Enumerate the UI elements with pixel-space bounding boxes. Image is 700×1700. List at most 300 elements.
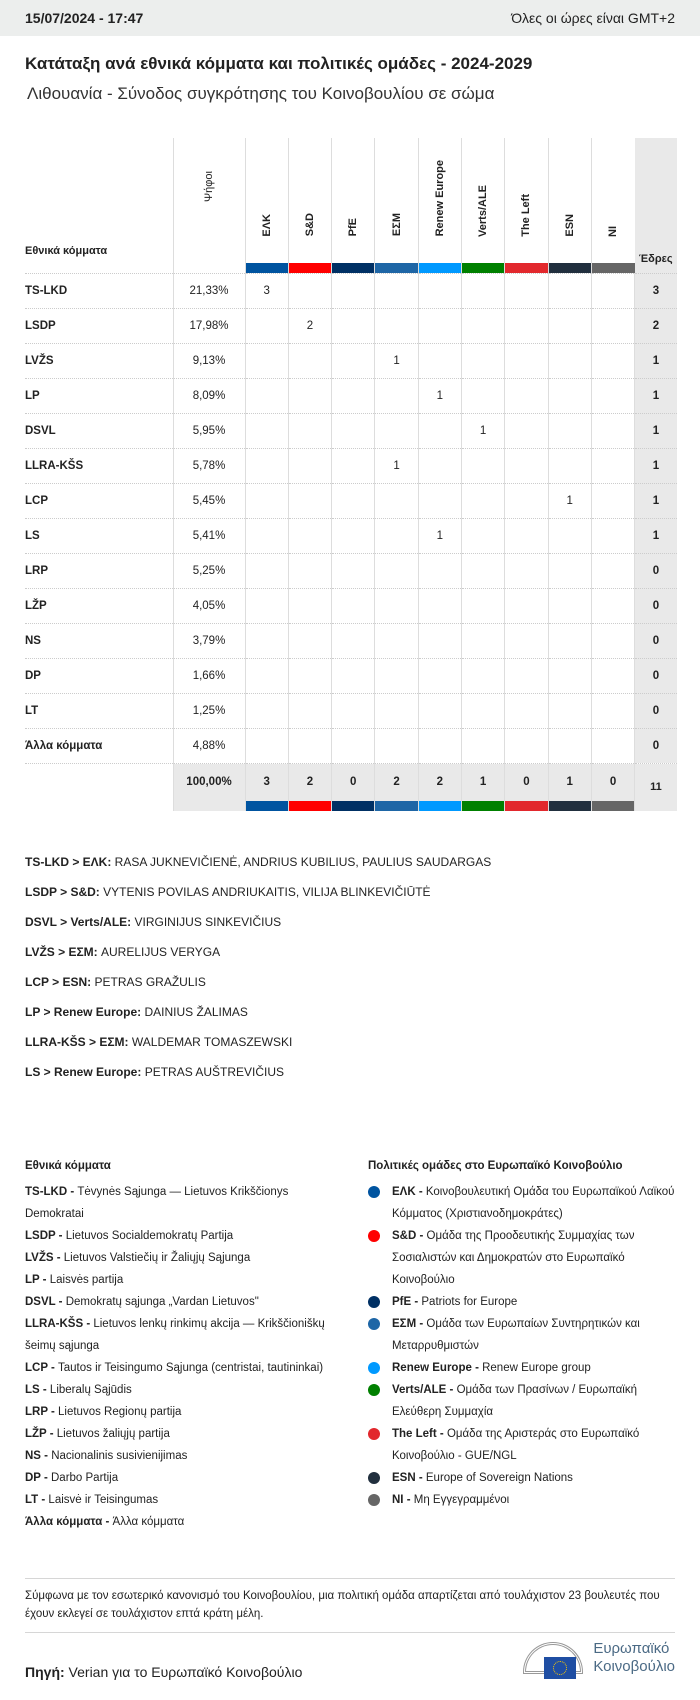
group-seat-cell <box>332 728 375 763</box>
group-seat-cell <box>332 623 375 658</box>
group-seat-cell <box>245 378 288 413</box>
votes-header <box>173 138 245 273</box>
group-seat-cell <box>591 623 634 658</box>
group-color-bar <box>332 801 374 811</box>
party-name: LT <box>25 693 173 728</box>
group-seat-cell <box>505 728 548 763</box>
assignment-key: TS-LKD > ΕΛΚ: <box>25 855 112 869</box>
group-seat-cell <box>245 308 288 343</box>
group-seat-cell <box>332 308 375 343</box>
group-abbr: ESN - <box>392 1472 426 1484</box>
table-row <box>25 518 677 553</box>
party-abbr: Άλλα κόμματα - <box>25 1516 113 1528</box>
group-seat-cell <box>332 553 375 588</box>
total-group-seats <box>548 763 591 811</box>
group-seat-cell <box>288 343 331 378</box>
group-seat-cell <box>245 343 288 378</box>
group-seat-cell <box>418 588 461 623</box>
group-seat-cell <box>245 518 288 553</box>
party-name: LRP <box>25 553 173 588</box>
assignment-key: LCP > ESN: <box>25 975 92 989</box>
total-group-value: 3 <box>263 775 270 788</box>
party-legend-item <box>25 1489 345 1511</box>
group-seat-cell <box>245 728 288 763</box>
seat-count: 1 <box>635 483 677 518</box>
group-seat-cell <box>288 378 331 413</box>
group-legend-item <box>368 1181 688 1225</box>
group-seat-cell <box>591 728 634 763</box>
assignment-names: DAINIUS ŽALIMAS <box>141 1005 248 1019</box>
group-seat-cell <box>591 343 634 378</box>
group-seat-cell <box>245 693 288 728</box>
group-seat-cell <box>548 518 591 553</box>
group-legend-item <box>368 1225 688 1291</box>
group-legend-text <box>392 1357 591 1379</box>
group-seat-cell <box>548 343 591 378</box>
group-seat-cell <box>288 693 331 728</box>
group-seat-cell <box>288 448 331 483</box>
group-seat-cell <box>245 483 288 518</box>
group-color-bar <box>549 263 591 273</box>
group-abbr: ΕΛΚ - <box>392 1186 426 1198</box>
group-seat-cell <box>548 588 591 623</box>
total-group-value: 2 <box>393 775 400 788</box>
group-seat-cell <box>375 308 418 343</box>
group-seat-cell <box>591 693 634 728</box>
party-abbr: LLRA-KŠS - <box>25 1318 94 1330</box>
total-row <box>25 763 677 811</box>
group-seat-cell <box>548 728 591 763</box>
assignment-names: WALDEMAR TOMASZEWSKI <box>128 1035 293 1049</box>
vote-share: 8,09% <box>173 378 245 413</box>
group-abbr: PfE - <box>392 1296 422 1308</box>
votes-header-label: Ψήφοι <box>203 171 215 203</box>
group-seat-cell <box>591 413 634 448</box>
group-color-bar <box>592 801 634 811</box>
assignment-key: LVŽS > ΕΣΜ: <box>25 945 98 959</box>
table-row <box>25 378 677 413</box>
group-seat-cell <box>332 273 375 308</box>
group-seat-cell <box>505 483 548 518</box>
group-seat-cell <box>288 273 331 308</box>
group-legend-item <box>368 1313 688 1357</box>
group-seat-cell <box>461 588 504 623</box>
group-seat-cell <box>375 483 418 518</box>
group-legend-text <box>392 1423 688 1467</box>
group-seat-cell <box>375 518 418 553</box>
assignment-names: AURELIJUS VERYGA <box>97 945 221 959</box>
total-votes: 100,00% <box>173 763 245 811</box>
assignment-key: LS > Renew Europe: <box>25 1065 142 1079</box>
group-header <box>245 138 288 273</box>
group-seat-cell <box>548 623 591 658</box>
assignment-item <box>25 972 491 1002</box>
group-header <box>591 138 634 273</box>
party-name: LŽP <box>25 588 173 623</box>
seat-count: 0 <box>635 623 677 658</box>
top-bar <box>0 0 700 36</box>
assignment-names: PETRAS AUŠTREVIČIUS <box>141 1065 285 1079</box>
group-legend-text <box>392 1291 517 1313</box>
party-abbr: LSDP - <box>25 1230 66 1242</box>
table-row <box>25 553 677 588</box>
group-seat-cell <box>332 693 375 728</box>
total-seats: 11 <box>635 763 677 811</box>
party-name: TS-LKD <box>25 273 173 308</box>
party-abbr: LVŽS - <box>25 1252 64 1264</box>
group-header-label: ΕΣΜ <box>390 213 403 237</box>
group-legend-text <box>392 1225 688 1291</box>
group-seat-cell <box>461 308 504 343</box>
group-full-name: Renew Europe group <box>482 1362 591 1374</box>
group-color-bar <box>246 801 288 811</box>
party-legend-item <box>25 1291 345 1313</box>
group-seat-cell <box>288 658 331 693</box>
group-seat-cell <box>418 658 461 693</box>
group-seat-cell <box>332 658 375 693</box>
group-color-dot-icon <box>368 1186 380 1198</box>
group-color-bar <box>505 801 547 811</box>
seat-count: 1 <box>635 413 677 448</box>
assignment-item <box>25 852 491 882</box>
table-row <box>25 588 677 623</box>
party-legend-item <box>25 1225 345 1247</box>
party-legend-item <box>25 1313 345 1357</box>
vote-share: 4,88% <box>173 728 245 763</box>
party-full-name: Lietuvos lenkų rinkimų akcija — Krikščioniškų šeimų sąjunga <box>25 1318 325 1352</box>
seat-count: 0 <box>635 728 677 763</box>
group-seat-cell <box>548 448 591 483</box>
assignment-item <box>25 912 491 942</box>
total-label-cell <box>25 763 173 811</box>
vote-share: 21,33% <box>173 273 245 308</box>
total-group-seats <box>245 763 288 811</box>
seat-count: 1 <box>635 378 677 413</box>
group-color-bar <box>332 263 374 273</box>
group-legend-text <box>392 1489 509 1511</box>
group-seat-cell: 1 <box>548 483 591 518</box>
group-seat-cell <box>375 273 418 308</box>
total-group-value: 0 <box>609 775 617 788</box>
group-seat-cell <box>245 448 288 483</box>
party-name: LP <box>25 378 173 413</box>
group-color-dot-icon <box>368 1318 380 1330</box>
group-seat-cell <box>332 518 375 553</box>
group-seat-cell <box>375 588 418 623</box>
group-seat-cell <box>375 693 418 728</box>
group-seat-cell <box>245 588 288 623</box>
group-color-bar <box>549 801 591 811</box>
eu-flag-icon <box>544 1657 576 1679</box>
total-group-value: 0 <box>350 775 357 788</box>
logo-line1: Ευρωπαϊκό <box>593 1640 670 1657</box>
party-full-name: Lietuvos žaliųjų partija <box>56 1428 170 1440</box>
assignment-names: RASA JUKNEVIČIENĖ, ANDRIUS KUBILIUS, PAULIUS SAUDARGAS <box>111 855 492 869</box>
total-group-seats <box>332 763 375 811</box>
group-legend <box>368 1155 688 1511</box>
group-abbr: The Left - <box>392 1428 447 1440</box>
seat-count: 2 <box>635 308 677 343</box>
group-seat-cell <box>418 273 461 308</box>
group-abbr: Renew Europe - <box>392 1362 483 1374</box>
group-seat-cell <box>461 343 504 378</box>
page-subtitle: Λιθουανία - Σύνοδος συγκρότησης του Κοινοβουλίου σε σώμα <box>27 84 495 103</box>
seat-count: 3 <box>635 273 677 308</box>
party-full-name: Laisvės partija <box>49 1274 124 1286</box>
group-seat-cell <box>375 728 418 763</box>
group-color-bar <box>289 263 331 273</box>
assignment-item <box>25 1002 491 1032</box>
group-color-bar <box>592 263 635 273</box>
group-seat-cell <box>288 588 331 623</box>
group-header-label: S&D <box>303 213 316 237</box>
group-full-name: Ομάδα της Αριστεράς στο Ευρωπαϊκό Κοινοβούλιο - GUE/NGL <box>392 1428 640 1462</box>
group-header <box>461 138 504 273</box>
table-row <box>25 273 677 308</box>
group-color-bar <box>419 801 461 811</box>
group-seat-cell <box>375 623 418 658</box>
total-group-value: 2 <box>306 775 314 788</box>
party-name: LCP <box>25 483 173 518</box>
party-name: Άλλα κόμματα <box>25 728 173 763</box>
assignment-key: DSVL > Verts/ALE: <box>25 915 132 929</box>
total-group-seats <box>418 763 461 811</box>
group-seat-cell <box>591 448 634 483</box>
party-abbr: DP - <box>25 1472 51 1484</box>
group-header <box>505 138 548 273</box>
group-color-dot-icon <box>368 1230 380 1242</box>
group-legend-item <box>368 1291 688 1313</box>
party-header: Εθνικά κόμματα <box>25 244 108 257</box>
group-legend-text <box>392 1181 688 1225</box>
group-header-label: Verts/ALE <box>477 184 490 237</box>
seat-count: 1 <box>635 518 677 553</box>
group-header-label: Renew Europe <box>433 160 446 237</box>
group-seat-cell <box>418 693 461 728</box>
group-color-bar <box>505 263 547 273</box>
assignment-key: LSDP > S&D: <box>25 885 100 899</box>
party-name: LSDP <box>25 308 173 343</box>
group-seat-cell: 1 <box>375 343 418 378</box>
group-seat-cell <box>505 553 548 588</box>
group-seat-cell <box>591 273 634 308</box>
group-header-label: The Left <box>520 193 533 237</box>
total-group-seats <box>288 763 331 811</box>
group-legend-item <box>368 1357 688 1379</box>
party-legend-item <box>25 1511 345 1533</box>
table-row <box>25 623 677 658</box>
group-seat-cell <box>505 448 548 483</box>
group-seat-cell <box>418 623 461 658</box>
vote-share: 5,78% <box>173 448 245 483</box>
group-seat-cell <box>418 728 461 763</box>
party-abbr: LS - <box>25 1384 50 1396</box>
party-full-name: Lietuvos Socialdemokratų Partija <box>65 1230 234 1242</box>
group-color-dot-icon <box>368 1296 380 1308</box>
group-seat-cell <box>375 553 418 588</box>
group-seat-cell <box>375 658 418 693</box>
vote-share: 17,98% <box>173 308 245 343</box>
group-color-bar <box>375 263 417 273</box>
page-title: Κατάταξη ανά εθνικά κόμματα και πολιτικές ομάδες - 2024-2029 <box>25 54 533 73</box>
group-full-name: Patriots for Europe <box>421 1296 518 1308</box>
group-seat-cell: 1 <box>375 448 418 483</box>
group-seat-cell <box>288 518 331 553</box>
group-seat-cell: 1 <box>461 413 504 448</box>
group-seat-cell <box>505 413 548 448</box>
group-header <box>332 138 375 273</box>
party-legend-item <box>25 1423 345 1445</box>
party-legend <box>25 1155 345 1533</box>
group-seat-cell <box>461 378 504 413</box>
logo-line2: Κοινοβούλιο <box>593 1658 675 1675</box>
group-seat-cell <box>505 343 548 378</box>
group-seat-cell <box>505 518 548 553</box>
party-full-name: Άλλα κόμματα <box>112 1516 185 1528</box>
party-legend-item <box>25 1247 345 1269</box>
group-seat-cell <box>548 553 591 588</box>
timezone-note: Όλες οι ώρες είναι GMT+2 <box>511 10 675 26</box>
group-seat-cell <box>461 273 504 308</box>
seats-header: Έδρες <box>635 138 677 273</box>
assignment-item <box>25 882 491 912</box>
group-seat-cell <box>418 448 461 483</box>
group-legend-text <box>392 1379 688 1423</box>
vote-share: 4,05% <box>173 588 245 623</box>
group-seat-cell <box>375 413 418 448</box>
group-color-bar <box>246 263 288 273</box>
group-legend-text <box>392 1467 573 1489</box>
party-full-name: Lietuvos Valstiečių ir Žaliųjų Sąjunga <box>63 1252 251 1264</box>
vote-share: 3,79% <box>173 623 245 658</box>
group-color-bar <box>419 263 461 273</box>
table-row <box>25 658 677 693</box>
assignment-key: LP > Renew Europe: <box>25 1005 142 1019</box>
total-group-seats <box>461 763 504 811</box>
group-seat-cell <box>461 658 504 693</box>
vote-share: 1,66% <box>173 658 245 693</box>
group-seat-cell: 1 <box>418 518 461 553</box>
assignment-names: VYTENIS POVILAS ANDRIUKAITIS, VILIJA BLINKEVIČIŪTĖ <box>99 885 431 899</box>
party-full-name: Darbo Partija <box>51 1472 119 1484</box>
group-header-label: ΕΛΚ <box>260 213 273 237</box>
assignment-names: PETRAS GRAŽULIS <box>91 975 206 989</box>
group-color-bar <box>289 801 331 811</box>
group-color-bar <box>462 263 504 273</box>
european-parliament-logo <box>523 1640 675 1676</box>
party-abbr: LŽP - <box>25 1428 57 1440</box>
group-header <box>418 138 461 273</box>
group-seat-cell <box>505 308 548 343</box>
source-text: Verian για το Ευρωπαϊκό Κοινοβούλιο <box>64 1664 303 1680</box>
table-row <box>25 413 677 448</box>
group-color-dot-icon <box>368 1494 380 1506</box>
group-legend-text <box>392 1313 688 1357</box>
group-color-dot-icon <box>368 1384 380 1396</box>
datetime: 15/07/2024 - 17:47 <box>25 10 144 26</box>
vote-share: 5,45% <box>173 483 245 518</box>
table-row <box>25 483 677 518</box>
group-seat-cell <box>245 658 288 693</box>
party-full-name: Tautos ir Teisingumo Sąjunga (centristai, tautininkai) <box>58 1362 324 1374</box>
party-name: LVŽS <box>25 343 173 378</box>
group-seat-cell <box>548 693 591 728</box>
total-group-seats <box>591 763 634 811</box>
group-seat-cell <box>505 378 548 413</box>
group-seat-cell <box>418 413 461 448</box>
group-seat-cell <box>461 693 504 728</box>
group-seat-cell <box>461 728 504 763</box>
group-color-dot-icon <box>368 1428 380 1440</box>
party-name: LLRA-KŠS <box>25 448 173 483</box>
vote-share: 5,95% <box>173 413 245 448</box>
group-seat-cell <box>288 553 331 588</box>
group-seat-cell <box>548 308 591 343</box>
group-abbr: S&D - <box>392 1230 427 1242</box>
party-legend-item <box>25 1379 345 1401</box>
group-seat-cell <box>332 413 375 448</box>
group-seat-cell: 2 <box>288 308 331 343</box>
vote-share: 5,25% <box>173 553 245 588</box>
group-seat-cell <box>332 378 375 413</box>
party-legend-item <box>25 1269 345 1291</box>
table-row <box>25 343 677 378</box>
seat-count: 0 <box>635 553 677 588</box>
group-seat-cell <box>418 553 461 588</box>
group-seat-cell <box>548 413 591 448</box>
party-legend-title: Εθνικά κόμματα <box>25 1160 111 1172</box>
table-header-row <box>25 138 677 273</box>
group-color-bar <box>375 801 417 811</box>
group-seat-cell <box>505 693 548 728</box>
results-table <box>25 138 677 811</box>
group-seat-cell <box>461 553 504 588</box>
assignment-key: LLRA-KŠS > ΕΣΜ: <box>25 1035 129 1049</box>
party-legend-item <box>25 1401 345 1423</box>
group-seat-cell <box>288 413 331 448</box>
group-full-name: Μη Εγγεγραμμένοι <box>413 1494 510 1506</box>
group-legend-item <box>368 1379 688 1423</box>
party-abbr: LT - <box>25 1494 49 1506</box>
group-seat-cell <box>245 413 288 448</box>
group-seat-cell <box>288 483 331 518</box>
group-seat-cell <box>332 343 375 378</box>
group-abbr: Verts/ALE - <box>392 1384 457 1396</box>
group-seat-cell <box>288 728 331 763</box>
party-legend-item <box>25 1357 345 1379</box>
group-seat-cell <box>505 623 548 658</box>
group-seat-cell <box>591 588 634 623</box>
group-seat-cell <box>591 658 634 693</box>
group-seat-cell <box>375 378 418 413</box>
hemicycle-icon <box>523 1642 583 1674</box>
party-name: DP <box>25 658 173 693</box>
group-seat-cell <box>461 483 504 518</box>
group-legend-title: Πολιτικές ομάδες στο Ευρωπαϊκό Κοινοβούλιο <box>368 1160 623 1172</box>
group-header-label: PfE <box>347 218 360 237</box>
party-name: NS <box>25 623 173 658</box>
group-seat-cell <box>332 483 375 518</box>
seat-count: 0 <box>635 658 677 693</box>
party-name: DSVL <box>25 413 173 448</box>
total-group-value: 1 <box>479 775 487 788</box>
total-group-value: 2 <box>436 775 444 788</box>
party-full-name: Liberalų Sąjūdis <box>49 1384 132 1396</box>
seat-count: 0 <box>635 588 677 623</box>
group-abbr: NI - <box>392 1494 414 1506</box>
party-abbr: NS - <box>25 1450 52 1462</box>
assignment-names: VIRGINIJUS SINKEVIČIUS <box>131 915 282 929</box>
